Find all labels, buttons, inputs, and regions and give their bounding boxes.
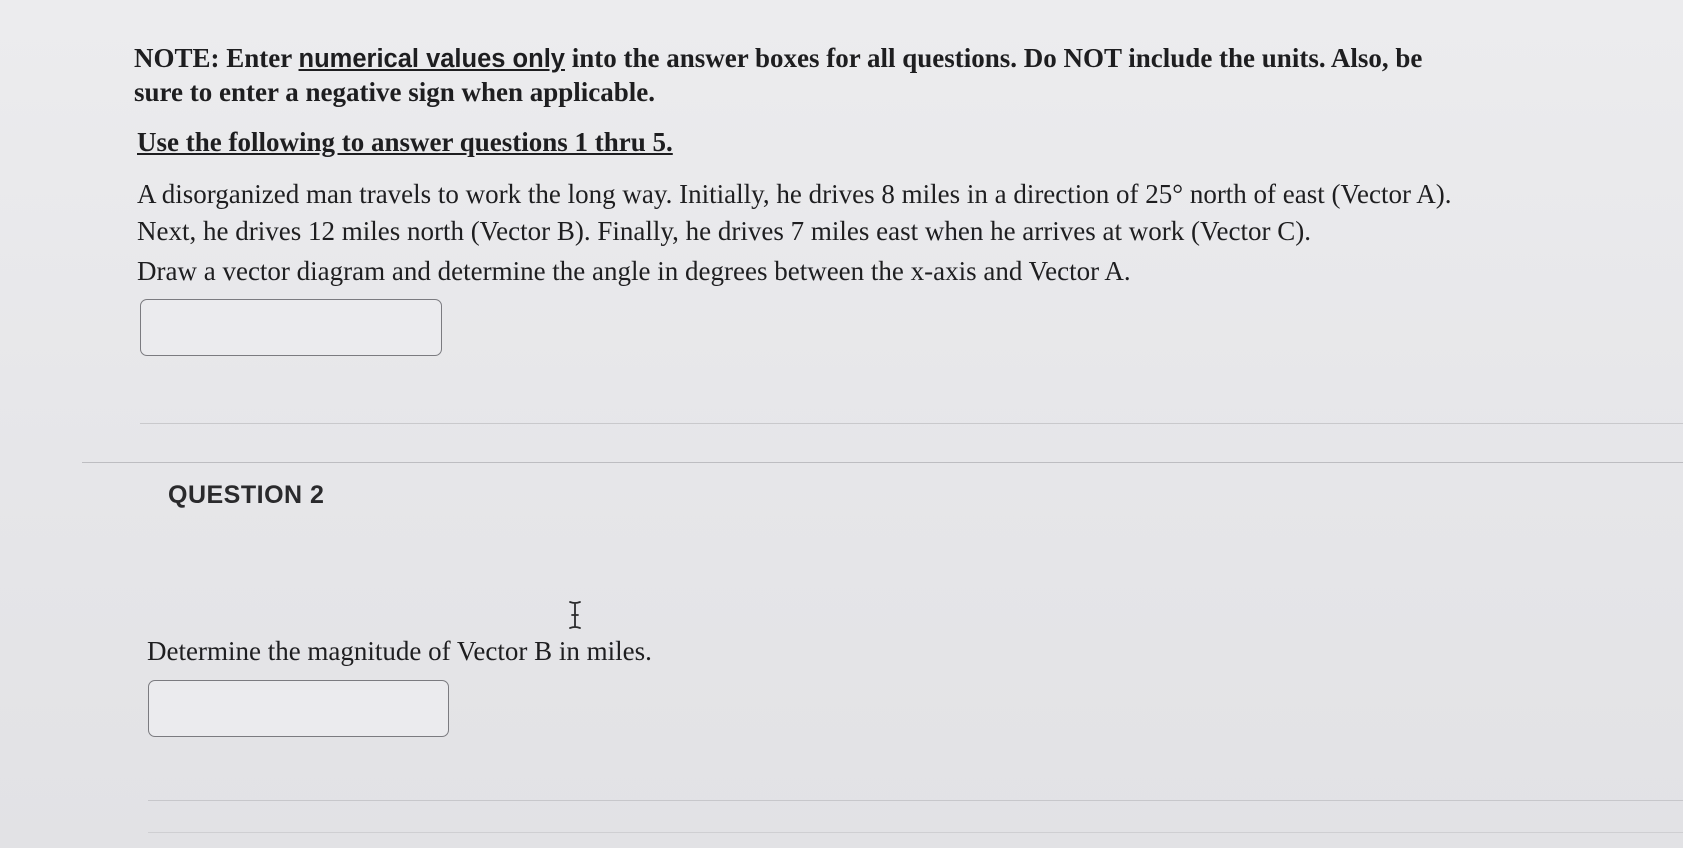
intro-heading: Use the following to answer questions 1 thru 5. bbox=[137, 127, 673, 157]
bottom-divider bbox=[148, 832, 1683, 833]
question-1-answer-input[interactable] bbox=[140, 299, 442, 356]
note-line-2: sure to enter a negative sign when applicable. bbox=[134, 77, 656, 107]
note-line-1 bbox=[134, 42, 1634, 76]
note-rest: into the answer boxes for all questions. Do NOT include the units. Also, be bbox=[564, 43, 1423, 73]
problem-line-1: A disorganized man travels to work the long way. Initially, he drives 8 miles in a direction of 25° north of east (Vector A). bbox=[137, 179, 1452, 209]
problem-line-2: Next, he drives 12 miles north (Vector B). Finally, he drives 7 miles east when he arrives at work (Vector C). bbox=[137, 216, 1311, 246]
question-2-answer-input[interactable] bbox=[148, 680, 449, 737]
question-1-divider bbox=[140, 423, 1683, 424]
question-2-heading: QUESTION 2 bbox=[168, 481, 325, 509]
note-prefix: NOTE: Enter bbox=[134, 43, 299, 73]
problem-statement bbox=[137, 176, 1657, 250]
question-2-prompt: Determine the magnitude of Vector B in miles. bbox=[147, 636, 652, 666]
section-divider bbox=[82, 462, 1683, 463]
note-emphasis: numerical values only bbox=[298, 45, 565, 73]
text-cursor-icon bbox=[567, 600, 583, 630]
question-2-divider bbox=[148, 800, 1683, 801]
question-1-prompt: Draw a vector diagram and determine the angle in degrees between the x-axis and Vector A. bbox=[137, 256, 1131, 286]
instructions-note bbox=[134, 42, 1634, 109]
